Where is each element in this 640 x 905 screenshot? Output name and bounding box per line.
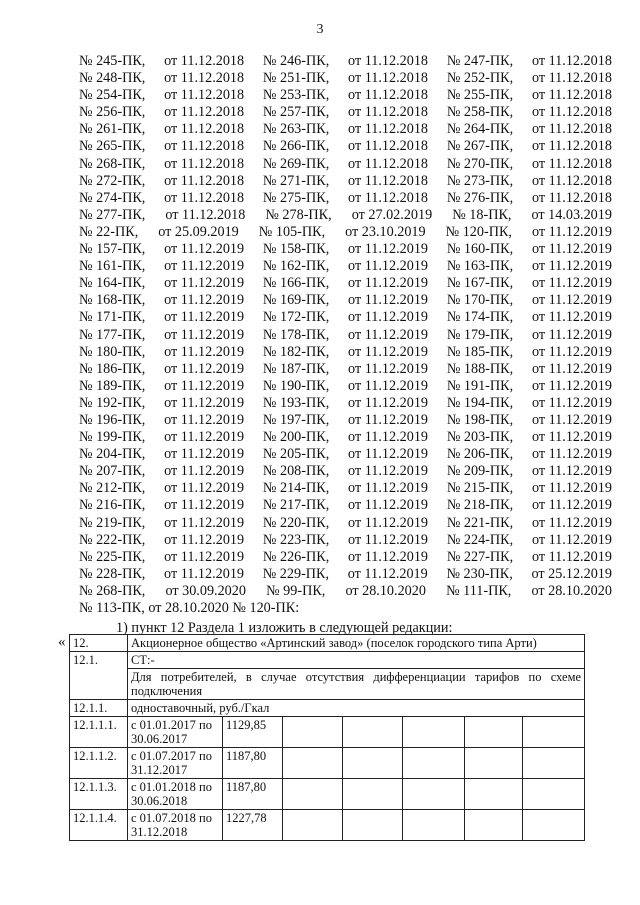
- resolution-date: от 11.12.2019: [348, 258, 429, 275]
- table-row: [70, 717, 585, 748]
- resolution-date: от 11.12.2018: [164, 104, 245, 121]
- resolution-date: от 27.02.2019: [351, 206, 433, 223]
- resolution-number: № 257-ПК,: [262, 104, 330, 121]
- resolution-date: от 11.12.2019: [531, 514, 612, 531]
- reference-line: [79, 549, 612, 566]
- resolution-date: от 11.12.2019: [164, 480, 245, 497]
- empty-cell: [283, 779, 343, 810]
- resolution-number: № 190-ПК,: [262, 377, 330, 394]
- resolution-number: № 248-ПК,: [79, 70, 146, 87]
- resolution-date: от 11.12.2019: [531, 343, 612, 360]
- resolution-date: от 11.12.2019: [531, 463, 612, 480]
- reference-line: [79, 87, 612, 104]
- resolution-number: № 22-ПК,: [79, 223, 139, 240]
- resolution-number: № 278-ПК,: [265, 206, 332, 223]
- resolution-number: № 254-ПК,: [79, 87, 146, 104]
- resolution-date: от 11.12.2019: [348, 411, 429, 428]
- resolution-date: от 11.12.2019: [164, 411, 245, 428]
- reference-line: [79, 292, 612, 309]
- resolution-number: № 207-ПК,: [79, 463, 146, 480]
- resolution-date: от 11.12.2019: [531, 360, 612, 377]
- resolution-number: № 182-ПК,: [262, 343, 330, 360]
- reference-line: [79, 446, 612, 463]
- resolution-date: от 11.12.2018: [348, 104, 429, 121]
- resolution-number: № 225-ПК,: [79, 548, 146, 565]
- empty-cell: [403, 717, 465, 748]
- resolution-date: от 11.12.2019: [531, 480, 612, 497]
- resolution-number: № 99-ПК,: [266, 582, 326, 599]
- resolution-number: № 247-ПК,: [446, 53, 514, 69]
- empty-cell: [465, 717, 523, 748]
- empty-cell: [343, 717, 403, 748]
- resolution-number: № 222-ПК,: [79, 531, 146, 548]
- resolution-number: № 120-ПК,: [445, 223, 512, 240]
- resolution-date: от 11.12.2018: [164, 121, 245, 138]
- empty-cell: [283, 810, 343, 841]
- resolution-date: от 11.12.2019: [164, 463, 245, 480]
- resolution-date: от 11.12.2019: [348, 309, 429, 326]
- resolution-date: от 11.12.2019: [348, 360, 429, 377]
- reference-line: [79, 258, 612, 275]
- resolution-date: от 11.12.2019: [348, 446, 429, 463]
- reference-line: [79, 378, 612, 395]
- empty-cell: [283, 748, 343, 779]
- resolution-number: № 271-ПК,: [262, 172, 330, 189]
- resolution-number: № 164-ПК,: [79, 275, 146, 292]
- resolution-date: от 11.12.2019: [164, 258, 245, 275]
- resolution-date: от 11.12.2019: [348, 343, 429, 360]
- opening-quote: «: [58, 634, 66, 650]
- resolution-number: № 208-ПК,: [262, 463, 330, 480]
- reference-line: [79, 309, 612, 326]
- reference-line: [79, 207, 612, 224]
- resolution-number: № 18-ПК,: [452, 206, 512, 223]
- resolution-date: от 11.12.2019: [348, 377, 429, 394]
- resolution-date: от 28.10.2020: [345, 582, 426, 599]
- empty-cell: [523, 779, 585, 810]
- rate-number: 12.1.1.3.: [70, 779, 128, 810]
- resolution-number: № 251-ПК,: [262, 70, 330, 87]
- resolution-number: № 206-ПК,: [446, 446, 514, 463]
- resolution-number: № 224-ПК,: [446, 531, 514, 548]
- reference-line: [79, 104, 612, 121]
- resolution-date: от 11.12.2018: [164, 70, 245, 87]
- resolution-date: от 11.12.2018: [164, 189, 245, 206]
- resolution-number: № 200-ПК,: [262, 429, 330, 446]
- reference-line: [79, 224, 612, 241]
- empty-cell: [523, 717, 585, 748]
- resolution-date: от 11.12.2018: [348, 189, 429, 206]
- table-row: [70, 779, 585, 810]
- resolution-date: от 11.12.2018: [531, 189, 612, 206]
- resolution-number: № 227-ПК,: [446, 548, 514, 565]
- resolution-date: от 11.12.2018: [348, 121, 429, 138]
- tariff-table: [69, 634, 585, 841]
- resolution-number: № 192-ПК,: [79, 394, 146, 411]
- resolution-number: № 199-ПК,: [79, 429, 146, 446]
- reference-line: [79, 463, 612, 480]
- resolution-date: от 11.12.2019: [164, 343, 245, 360]
- row-number: 12.: [70, 635, 128, 652]
- resolution-number: № 167-ПК,: [446, 275, 514, 292]
- resolution-number: № 168-ПК,: [79, 292, 146, 309]
- resolution-date: от 11.12.2018: [164, 155, 245, 172]
- rate-value: 1227,78: [223, 810, 283, 841]
- reference-line: [79, 173, 612, 190]
- resolution-number: № 215-ПК,: [446, 480, 514, 497]
- resolution-date: от 11.12.2018: [348, 87, 429, 104]
- resolution-number: № 221-ПК,: [446, 514, 514, 531]
- resolution-number: № 273-ПК,: [446, 172, 514, 189]
- resolution-date: от 11.12.2018: [164, 87, 245, 104]
- resolution-date: от 25.12.2019: [531, 565, 612, 582]
- reference-line: [79, 515, 612, 532]
- resolution-number: № 228-ПК,: [79, 565, 146, 582]
- reference-line: [79, 480, 612, 497]
- resolution-date: от 11.12.2019: [164, 394, 245, 411]
- resolution-date: от 11.12.2019: [531, 223, 612, 240]
- resolution-date: от 11.12.2019: [164, 497, 245, 514]
- rate-period: с 01.01.2018 по 30.06.2018: [128, 779, 223, 810]
- reference-line: [79, 395, 612, 412]
- resolution-date: от 11.12.2019: [164, 531, 245, 548]
- resolution-date: от 11.12.2019: [531, 446, 612, 463]
- resolution-date: от 11.12.2019: [348, 463, 429, 480]
- resolution-date: от 11.12.2018: [348, 53, 429, 69]
- resolution-number: № 230-ПК,: [446, 565, 513, 582]
- resolution-date: от 11.12.2019: [164, 565, 245, 582]
- resolution-number: № 170-ПК,: [446, 292, 514, 309]
- table-row: [70, 669, 585, 700]
- resolution-number: № 263-ПК,: [262, 121, 330, 138]
- resolution-date: от 11.12.2018: [348, 155, 429, 172]
- resolution-number: № 174-ПК,: [446, 309, 514, 326]
- tariff-type: СТ:-: [128, 652, 585, 669]
- resolution-date: от 11.12.2019: [348, 326, 429, 343]
- resolution-date: от 11.12.2019: [531, 531, 612, 548]
- resolution-number: № 172-ПК,: [262, 309, 330, 326]
- resolution-date: от 11.12.2019: [531, 548, 612, 565]
- resolution-number: № 169-ПК,: [262, 292, 330, 309]
- table-row: [70, 652, 585, 669]
- reference-last-line: № 113-ПК, от 28.10.2020 № 120-ПК:: [79, 600, 300, 616]
- resolution-number: № 274-ПК,: [79, 189, 146, 206]
- rate-number: 12.1.1.4.: [70, 810, 128, 841]
- table-row: [70, 700, 585, 717]
- resolution-number: № 205-ПК,: [262, 446, 330, 463]
- resolution-number: № 220-ПК,: [262, 514, 330, 531]
- resolution-date: от 11.12.2018: [164, 172, 245, 189]
- resolution-number: № 214-ПК,: [262, 480, 330, 497]
- rate-value: 1187,80: [223, 748, 283, 779]
- empty-cell: [403, 748, 465, 779]
- resolution-date: от 11.12.2019: [348, 480, 429, 497]
- resolution-date: от 11.12.2018: [531, 138, 612, 155]
- row-number: 12.1.: [70, 652, 128, 700]
- resolution-number: № 256-ПК,: [79, 104, 146, 121]
- table-row: [70, 810, 585, 841]
- resolution-number: № 268-ПК,: [79, 582, 146, 599]
- resolution-number: № 253-ПК,: [262, 87, 330, 104]
- empty-cell: [283, 717, 343, 748]
- resolution-date: от 11.12.2019: [531, 326, 612, 343]
- empty-cell: [465, 779, 523, 810]
- resolution-date: от 11.12.2019: [348, 241, 429, 258]
- resolution-date: от 11.12.2019: [164, 326, 245, 343]
- empty-cell: [343, 748, 403, 779]
- empty-cell: [343, 779, 403, 810]
- rate-value: 1187,80: [223, 779, 283, 810]
- resolution-date: от 25.09.2019: [158, 223, 239, 240]
- resolution-number: № 258-ПК,: [446, 104, 514, 121]
- resolution-date: от 11.12.2018: [531, 104, 612, 121]
- resolution-number: № 217-ПК,: [262, 497, 330, 514]
- resolution-number: № 180-ПК,: [79, 343, 146, 360]
- resolution-date: от 11.12.2018: [348, 172, 429, 189]
- rate-number: 12.1.1.2.: [70, 748, 128, 779]
- resolution-number: № 219-ПК,: [79, 514, 146, 531]
- resolution-number: № 179-ПК,: [446, 326, 514, 343]
- resolution-number: № 177-ПК,: [79, 326, 146, 343]
- resolution-references: [79, 53, 612, 617]
- resolution-number: № 178-ПК,: [262, 326, 330, 343]
- reference-line: [79, 138, 612, 155]
- resolution-number: № 166-ПК,: [262, 275, 330, 292]
- resolution-date: от 11.12.2019: [348, 531, 429, 548]
- resolution-date: от 11.12.2018: [164, 53, 245, 69]
- resolution-date: от 11.12.2019: [531, 394, 612, 411]
- resolution-date: от 11.12.2018: [531, 87, 612, 104]
- resolution-number: № 203-ПК,: [446, 429, 514, 446]
- resolution-date: от 11.12.2018: [164, 138, 245, 155]
- resolution-number: № 158-ПК,: [262, 241, 330, 258]
- resolution-date: от 11.12.2018: [165, 206, 246, 223]
- resolution-date: от 23.10.2019: [345, 223, 426, 240]
- resolution-number: № 212-ПК,: [79, 480, 146, 497]
- resolution-number: № 193-ПК,: [262, 394, 330, 411]
- resolution-number: № 245-ПК,: [79, 53, 146, 69]
- resolution-date: от 11.12.2019: [531, 411, 612, 428]
- resolution-date: от 11.12.2019: [531, 309, 612, 326]
- resolution-number: № 266-ПК,: [262, 138, 330, 155]
- resolution-number: № 209-ПК,: [446, 463, 514, 480]
- resolution-number: № 269-ПК,: [262, 155, 330, 172]
- organization-name: Акционерное общество «Артинский завод» (поселок городского типа Арти): [128, 635, 585, 652]
- resolution-date: от 11.12.2019: [348, 548, 429, 565]
- resolution-number: № 229-ПК,: [262, 565, 330, 582]
- page-number: 3: [316, 22, 324, 37]
- table-row: [70, 748, 585, 779]
- resolution-date: от 11.12.2018: [531, 155, 612, 172]
- tariff-unit: одноставочный, руб./Гкал: [128, 700, 585, 717]
- rate-value: 1129,85: [223, 717, 283, 748]
- resolution-number: № 261-ПК,: [79, 121, 146, 138]
- resolution-number: № 188-ПК,: [446, 360, 514, 377]
- resolution-number: № 187-ПК,: [262, 360, 330, 377]
- resolution-date: от 11.12.2018: [531, 172, 612, 189]
- resolution-number: № 160-ПК,: [446, 241, 514, 258]
- resolution-number: № 185-ПК,: [446, 343, 514, 360]
- empty-cell: [523, 748, 585, 779]
- resolution-number: № 196-ПК,: [79, 411, 146, 428]
- resolution-date: от 14.03.2019: [531, 206, 612, 223]
- resolution-date: от 11.12.2018: [348, 138, 429, 155]
- resolution-date: от 11.12.2019: [164, 548, 245, 565]
- reference-line: [79, 497, 612, 514]
- resolution-number: № 197-ПК,: [262, 411, 330, 428]
- resolution-number: № 191-ПК,: [446, 377, 514, 394]
- row-number: 12.1.1.: [70, 700, 128, 717]
- resolution-date: от 30.09.2020: [165, 582, 246, 599]
- empty-cell: [403, 779, 465, 810]
- resolution-date: от 11.12.2019: [531, 275, 612, 292]
- empty-cell: [523, 810, 585, 841]
- resolution-date: от 11.12.2019: [164, 275, 245, 292]
- resolution-date: от 11.12.2019: [348, 292, 429, 309]
- resolution-date: от 11.12.2019: [348, 275, 429, 292]
- resolution-date: от 11.12.2018: [531, 70, 612, 87]
- resolution-date: от 11.12.2018: [531, 53, 612, 69]
- resolution-date: от 11.12.2019: [164, 309, 245, 326]
- resolution-date: от 11.12.2019: [348, 514, 429, 531]
- rate-period: с 01.01.2017 по 30.06.2017: [128, 717, 223, 748]
- resolution-date: от 11.12.2019: [164, 377, 245, 394]
- reference-line: [79, 361, 612, 378]
- resolution-date: от 11.12.2018: [348, 70, 429, 87]
- resolution-number: № 218-ПК,: [446, 497, 514, 514]
- resolution-number: № 105-ПК,: [258, 223, 326, 240]
- table-row: [70, 635, 585, 652]
- resolution-date: от 11.12.2019: [164, 241, 245, 258]
- empty-cell: [403, 810, 465, 841]
- resolution-number: № 272-ПК,: [79, 172, 146, 189]
- empty-cell: [343, 810, 403, 841]
- resolution-date: от 11.12.2019: [347, 565, 428, 582]
- reference-line: [79, 566, 612, 583]
- resolution-date: от 11.12.2019: [164, 429, 245, 446]
- reference-line: [79, 275, 612, 292]
- amendment-paragraph: 1) пункт 12 Раздела 1 изложить в следующей редакции:: [116, 620, 453, 636]
- reference-line: [79, 344, 612, 361]
- resolution-number: № 162-ПК,: [262, 258, 330, 275]
- reference-line: [79, 53, 612, 70]
- resolution-date: от 11.12.2019: [164, 446, 245, 463]
- resolution-number: № 268-ПК,: [79, 155, 146, 172]
- reference-line: [79, 429, 612, 446]
- resolution-date: от 11.12.2019: [348, 429, 429, 446]
- resolution-number: № 226-ПК,: [262, 548, 330, 565]
- reference-line: [79, 532, 612, 549]
- resolution-number: № 157-ПК,: [79, 241, 146, 258]
- rate-period: с 01.07.2018 по 31.12.2018: [128, 810, 223, 841]
- resolution-date: от 11.12.2019: [531, 429, 612, 446]
- resolution-date: от 11.12.2019: [531, 497, 612, 514]
- resolution-number: № 252-ПК,: [446, 70, 514, 87]
- resolution-number: № 204-ПК,: [79, 446, 146, 463]
- resolution-number: № 186-ПК,: [79, 360, 146, 377]
- resolution-date: от 11.12.2019: [531, 241, 612, 258]
- resolution-date: от 11.12.2019: [164, 360, 245, 377]
- rate-number: 12.1.1.1.: [70, 717, 128, 748]
- resolution-number: № 265-ПК,: [79, 138, 146, 155]
- resolution-date: от 11.12.2019: [164, 292, 245, 309]
- resolution-date: от 11.12.2019: [348, 497, 429, 514]
- resolution-number: № 111-ПК,: [446, 582, 512, 599]
- reference-line: [79, 70, 612, 87]
- resolution-date: от 11.12.2019: [164, 514, 245, 531]
- resolution-number: № 276-ПК,: [446, 189, 514, 206]
- resolution-number: № 267-ПК,: [446, 138, 514, 155]
- resolution-number: № 255-ПК,: [446, 87, 514, 104]
- resolution-number: № 223-ПК,: [262, 531, 330, 548]
- resolution-number: № 198-ПК,: [446, 411, 514, 428]
- resolution-date: от 28.10.2020: [531, 582, 612, 599]
- resolution-number: № 171-ПК,: [79, 309, 146, 326]
- empty-cell: [465, 810, 523, 841]
- reference-line: [79, 412, 612, 429]
- reference-line: [79, 190, 612, 207]
- resolution-number: № 270-ПК,: [446, 155, 514, 172]
- rate-period: с 01.07.2017 по 31.12.2017: [128, 748, 223, 779]
- reference-line: [79, 583, 612, 600]
- resolution-number: № 246-ПК,: [262, 53, 330, 69]
- resolution-number: № 161-ПК,: [79, 258, 146, 275]
- resolution-number: № 189-ПК,: [79, 377, 146, 394]
- reference-line: [79, 156, 612, 173]
- resolution-date: от 11.12.2019: [348, 394, 429, 411]
- resolution-number: № 216-ПК,: [79, 497, 146, 514]
- resolution-date: от 11.12.2019: [531, 258, 612, 275]
- resolution-number: № 277-ПК,: [79, 206, 146, 223]
- resolution-number: № 275-ПК,: [262, 189, 330, 206]
- reference-line: [79, 327, 612, 344]
- consumer-note: Для потребителей, в случае отсутствия дифференциации тарифов по схеме подключения: [128, 669, 585, 700]
- resolution-date: от 11.12.2019: [531, 377, 612, 394]
- resolution-number: № 163-ПК,: [446, 258, 514, 275]
- resolution-date: от 11.12.2019: [531, 292, 612, 309]
- empty-cell: [465, 748, 523, 779]
- reference-line: [79, 241, 612, 258]
- resolution-number: № 194-ПК,: [446, 394, 514, 411]
- resolution-date: от 11.12.2018: [531, 121, 612, 138]
- reference-line: [79, 121, 612, 138]
- resolution-number: № 264-ПК,: [446, 121, 514, 138]
